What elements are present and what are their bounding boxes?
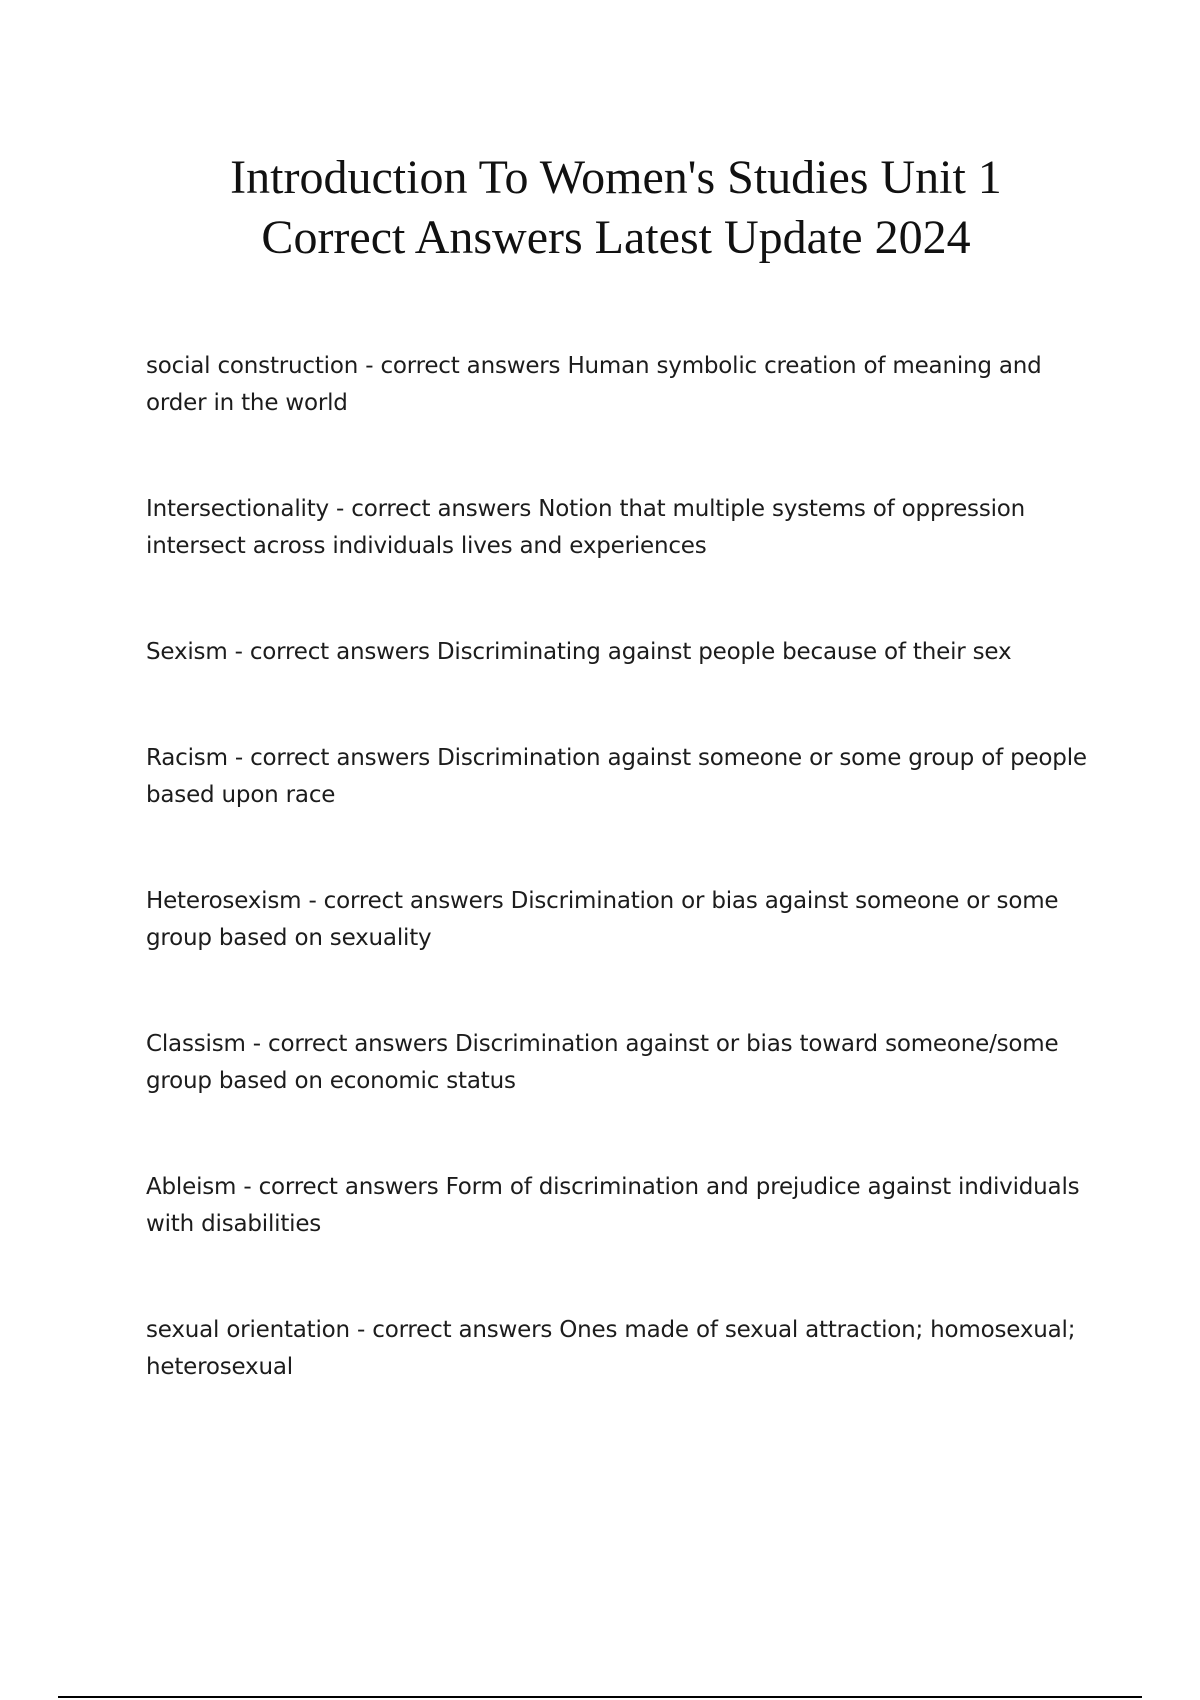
flashcard-list [146, 348, 1096, 1455]
page-title-line-2: Correct Answers Latest Update 2024 [261, 211, 971, 264]
flashcard-entry-sexual-orientation: sexual orientation - correct answers Ones made of sexual attraction; homosexual; heterosexual [146, 1317, 1076, 1380]
footer-divider [58, 1696, 1142, 1698]
flashcard-entry-sexism: Sexism - correct answers Discriminating against people because of their sex [146, 639, 1012, 665]
flashcard-entry-social-construction: social construction - correct answers Human symbolic creation of meaning and order in the world [146, 353, 1042, 416]
flashcard-entry-ableism: Ableism - correct answers Form of discrimination and prejudice against individuals with disabilities [146, 1174, 1080, 1237]
page-title-line-1: Introduction To Women's Studies Unit 1 [230, 151, 1002, 204]
page-title [0, 148, 1200, 268]
flashcard-entry-heterosexism: Heterosexism - correct answers Discrimination or bias against someone or some group based on sexuality [146, 888, 1059, 951]
flashcard-entry-racism: Racism - correct answers Discrimination against someone or some group of people based upon race [146, 745, 1087, 808]
flashcard-entry-classism: Classism - correct answers Discrimination against or bias toward someone/some group based on economic status [146, 1031, 1059, 1094]
flashcard-entry-intersectionality: Intersectionality - correct answers Notion that multiple systems of oppression intersect across individuals lives and experiences [146, 496, 1026, 559]
